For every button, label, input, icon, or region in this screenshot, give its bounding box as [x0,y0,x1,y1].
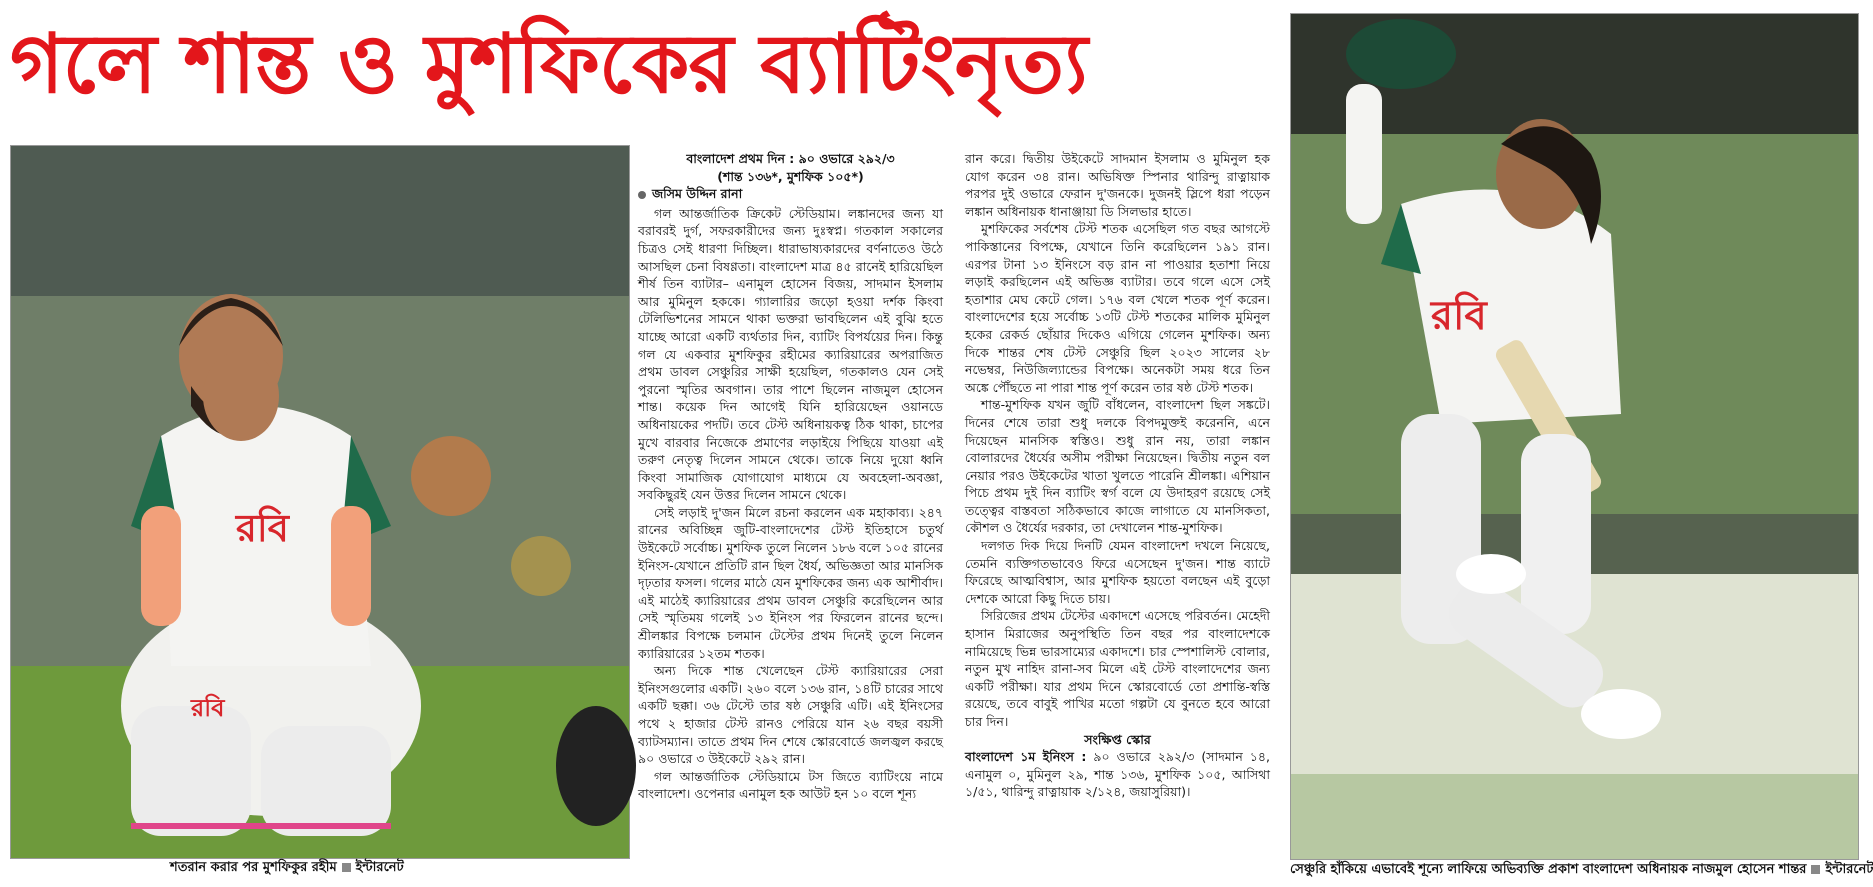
photo-shanto-illustration [1291,14,1858,859]
photo-shanto [1290,13,1859,860]
paragraph: দলগত দিক দিয়ে দিনটি যেমন বাংলাদেশ দখলে নিয়েছে, তেমনি ব্যক্তিগতভাবেও ফিরে এসেছেন দু'জন। শান্ত ব্যাটে ফিরেছে আত্মবিশ্বাস, আর মুশফিক হয়তো বলছেন এই বুড়ো দেশকে আরো কিছু দিতে চায়। [965,538,1270,606]
article-column-1 [638,150,943,875]
caption-left [170,858,404,879]
headline: গলে শান্ত ও মুশফিকের ব্যাটিংনৃত্য [10,17,1087,112]
byline-name: জসিম উদ্দিন রানা [652,186,743,202]
paragraph: অন্য দিকে শান্ত খেলেছেন টেস্ট ক্যারিয়ারের সেরা ইনিংসগুলোর একটি। ২৬০ বলে ১৩৬ রান, ১৪টি চারের সাথে একটি ছক্কা। ৩৬ টেস্টে তার ষষ্ঠ সেঞ্চুরি এটি। এই ইনিংসের পথে ২ হাজার টেস্ট রানও পেরিয়ে যান ২৬ বছর বয়সী ব্যাটসম্যান। তাতে প্রথম দিন শেষে স্কোরবোর্ডে জলজ্বল করছে ৯০ ওভারে ৩ উইকেটে ২৯২ রান। [638,663,943,767]
summary-line-2: (শান্ত ১৩৬*, মুশফিক ১০৫*) [717,168,864,184]
caption-right [1290,860,1873,881]
article-column-2 [965,150,1270,875]
caption-left-credit: ইন্টারনেট [355,860,404,875]
paragraph: শান্ত-মুশফিক যখন জুটি বাঁধলেন, বাংলাদেশ ছিল সঙ্কটে। দিনের শেষে তারা শুধু দলকে বিপদমুক্তই করেননি, এনে দিয়েছেন মানসিক স্বস্তিও। শুধু রান নয়, তারা লঙ্কান বোলারদের ধৈর্যের অসীম পরীক্ষা নিয়েছেন। দ্বিতীয় নতুন বল নেয়ার পরও উইকেটের খাতা খুলতে পারেনি শ্রীলঙ্কা। এশিয়ান পিচে প্রথম দুই দিন ব্যাটিং স্বর্গ বলে যে উদাহরণ রয়েছে সেই তত্ত্বের বাস্তবতা সঠিকভাবে কাজে লাগাতে যে মানসিকতা, কৌশল ও ধৈর্যের দরকার, তা দেখালেন শান্ত-মুশফিক। [965,397,1270,536]
scorecard [965,748,1270,801]
scorecard-team: বাংলাদেশ ১ম ইনিংস : [965,749,1087,765]
caption-separator-icon [342,863,351,872]
caption-right-credit: ইন্টারনেট [1825,862,1873,877]
summary-line-1: বাংলাদেশ প্রথম দিন : ৯০ ওভারে ২৯২/৩ [686,151,895,166]
bullet-icon [638,191,646,199]
photo-mushfiqur-illustration [11,146,629,858]
photo-mushfiqur [10,145,630,859]
sponsor-logo: রবি [1431,293,1487,339]
scorecard-text: ৯০ ওভারে ২৯২/৩ (সাদমান ১৪, এনামুল ০, মুমিনুল ২৯, শান্ত ১৩৬, মুশফিক ১০৫, আসিথা ১/৫১, থারিন্দু রাত্নায়াক ২/১২৪, জয়াসুরিয়া)। [965,749,1271,800]
paragraph: গল আন্তর্জাতিক ক্রিকেট স্টেডিয়াম। লঙ্কানদের জন্য যা বরাবরই দুর্গ, সফরকারীদের জন্য দুঃস্বপ্ন। গতকাল সকালের চিত্রও সেই ধারণা দিচ্ছিল। ধারাভাষ্যকারদের বর্ণনাতেও উঠে আসছিল চেনা বিষণ্ণতা। বাংলাদেশ মাত্র ৪৫ রানেই হারিয়েছিল শীর্ষ তিন ব্যাটার– এনামুল হোসেন বিজয়, সাদমান ইসলাম আর মুমিনুল হককে। গ্যালারির জড়ো হওয়া দর্শক কিংবা টেলিভিশনের সামনে থাকা ভক্তরা ভাবছিলেন এই বুঝি হতে যাচ্ছে আরো একটি ব্যর্থতার দিন, ব্যাটিং বিপর্যয়ের দিন। কিন্তু গল যে একবার মুশফিকুর রহীমের ক্যারিয়ারের অপরাজিত প্রথম ডাবল সেঞ্চুরির সাক্ষী হয়েছিল, গতকালও যেন সেই পুরনো স্মৃতির অবগান। তার পাশে ছিলেন নাজমুল হোসেন শান্ত। কয়েক দিন আগেই যিনি হারিয়েছেন ওয়ানডে অধিনায়কের পদটি। তবে টেস্ট অধিনায়কত্ব ঠিক থাকা, চাপের মুখে বারবার নিজেকে প্রমাণের লড়াইয়ে পিছিয়ে যাওয়া এই তরুণ নেতৃত্ব দিলেন সামনে থেকে। তাকে নিয়ে দুয়ো ধ্বনি কিংবা সামাজিক যোগাযোগ মাধ্যমে যে অবহেলা-অবজ্ঞা, সবকিছুরই যেন উত্তর দিলেন সামনে থেকে। [638,205,943,503]
paragraph: সিরিজের প্রথম টেস্টের একাদশে এসেছে পরিবর্তন। মেহেদী হাসান মিরাজের অনুপস্থিতি তিন বছর পর বাংলাদেশকে নামিয়েছে ভিন্ন ভারসাম্যের একাদশে। চার স্পেশালিস্ট বোলার, নতুন মুখ নাহিদ রানা-সব মিলে এই টেস্ট বাংলাদেশের জন্য একটি পরীক্ষা। যার প্রথম দিনে স্কোরবোর্ডে তো প্রশান্তি-স্বস্তি রয়েছে, তবে বাবুই পাখির মতো গল্পটা যে বুনতে হবে আরো চার দিন। [965,608,1270,729]
caption-left-text: শতরান করার পর মুশফিকুর রহীম [170,860,337,875]
caption-right-text: সেঞ্চুরি হাঁকিয়ে এভাবেই শূন্যে লাফিয়ে অভিব্যক্তি প্রকাশ বাংলাদেশ অধিনায়ক নাজমুল হোসেন শান্তর [1290,862,1807,877]
scorecard-heading: সংক্ষিপ্ত স্কোর [1084,731,1151,747]
sponsor-logo: রবি [236,506,289,550]
paragraph: মুশফিকের সর্বশেষ টেস্ট শতক এসেছিল গত বছর আগস্টে পাকিস্তানের বিপক্ষে, যেখানে তিনি করেছিলেন ১৯১ রান। এরপর টানা ১৩ ইনিংসে বড় রান না পাওয়ার হতাশা নিয়ে লড়াই করছিলেন এই অভিজ্ঞ ব্যাটার। তবে গলে এসে সেই হতাশার মেঘ কেটে গেল। ১৭৬ বল খেলে শতক পূর্ণ করেন। বাংলাদেশের হয়ে সর্বোচ্চ ১৩টি টেস্ট শতকের মালিক মুমিনুল হকের রেকর্ড ছোঁয়ার দিকেও এগিয়ে গেলেন মুশফিক। অন্য দিকে শান্তর শেষ টেস্ট সেঞ্চুরি ছিল ২০২৩ সালের ২৮ নভেম্বর, নিউজিল্যান্ডের বিপক্ষে। অনেকটা সময় ধরে তিন অঙ্কে পৌঁছতে না পারা শান্ত পূর্ণ করেন তার ষষ্ঠ টেস্ট শতক। [965,221,1270,395]
paragraph: রান করে। দ্বিতীয় উইকেটে সাদমান ইসলাম ও মুমিনুল হক যোগ করেন ৩৪ রান। অভিষিক্ত স্পিনার থারিন্দু রাত্নায়াক পরপর দুই ওভারে ফেরান দু'জনকে। দুজনই স্লিপে ধরা পড়েন লঙ্কান অধিনায়ক ধানাঞ্জায়া ডি সিলভার হাতে। [965,151,1270,219]
caption-separator-icon [1811,865,1820,874]
paragraph: সেই লড়াই দু'জন মিলে রচনা করলেন এক মহাকাব্য। ২৪৭ রানের অবিচ্ছিন্ন জুটি-বাংলাদেশের টেস্ট ইতিহাসে চতুর্থ উইকেটে সর্বোচ্চ। মুশফিক তুলে নিলেন ১৮৬ বলে ১০৫ রানের ইনিংস-যেখানে প্রতিটি রান ছিল ধৈর্য, অভিজ্ঞতা আর মানসিক দৃঢ়তার ফসল। গলের মাঠে যেন মুশফিকের জন্য এক আশীর্বাদ। এই মাঠেই ক্যারিয়ারের প্রথম ডাবল সেঞ্চুরি করেছিলেন আর সেই স্মৃতিময় গলেই ১৩ ইনিংস পর ফিরলেন রানের ছন্দে। শ্রীলঙ্কার বিপক্ষে চলমান টেস্টের প্রথম দিনেই তুলে নিলেন ক্যারিয়ারের ১২তম শতক। [638,504,943,661]
sponsor-logo-trouser: রবি [191,694,225,722]
paragraph: গল আন্তর্জাতিক স্টেডিয়ামে টস জিতে ব্যাটিংয়ে নামে বাংলাদেশ। ওপেনার এনামুল হক আউট হন ১০ বলে শূন্য [638,768,943,802]
byline [638,185,943,203]
